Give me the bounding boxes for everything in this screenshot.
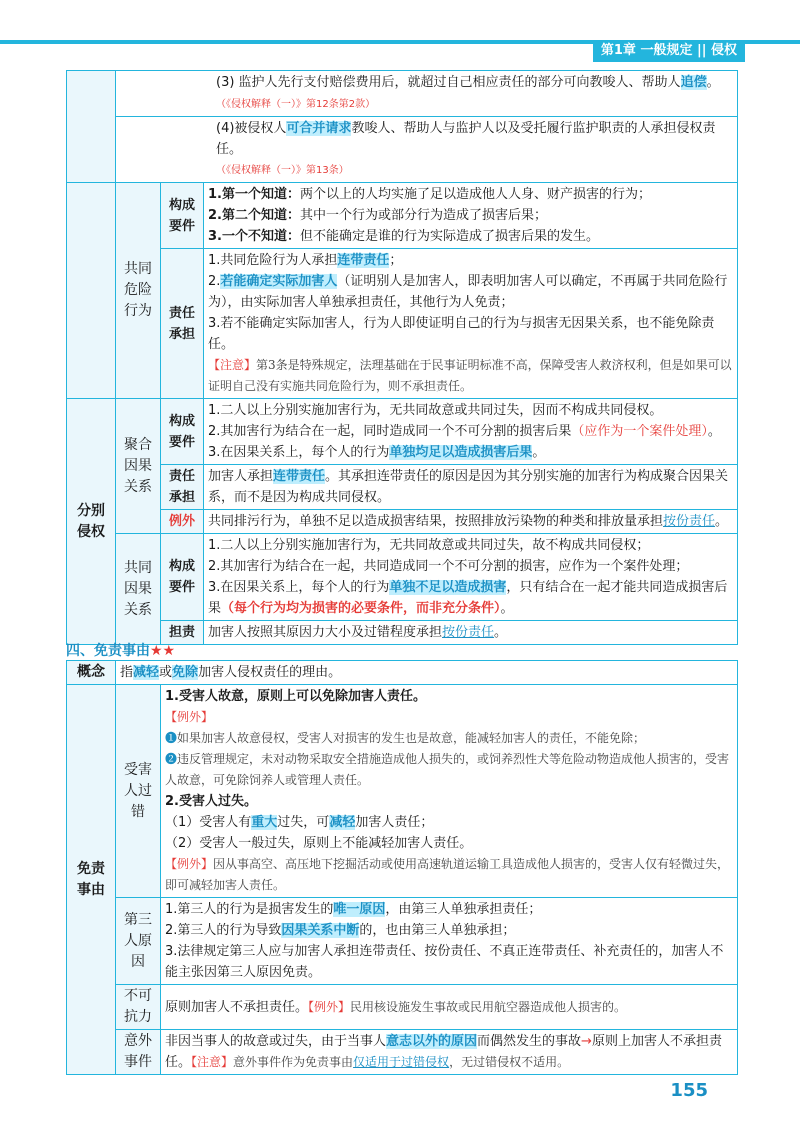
text: 1.二人以上分别实施加害行为，无共同故意或共同过失，故不构成共同侵权； (208, 538, 650, 553)
highlight: 连带责任 (337, 253, 390, 268)
note-text: 第3条是特殊规定，法理基础在于民事证明标准不高，保障受害人救济权利，但是如果可以证明自己没有实施共同危险行为，则不承担责任。 (208, 358, 732, 393)
highlight: 减轻 (329, 815, 356, 830)
text: 教唆人、帮助人与监护人以及受托履行监护职责的人承担侵权责任。 (216, 121, 716, 157)
text: 。 (494, 625, 508, 640)
table-row (67, 1030, 738, 1075)
text: （证明别人是加害人，即表明加害人可以确定，不再属于共同危险行为），由实际加害人单独承担责任，其他行为人免责； (208, 274, 728, 310)
table-row (67, 183, 738, 249)
text: 。 (706, 75, 720, 90)
text: 2.其加害行为结合在一起，同时造成同一个不可分割的损害后果 (208, 424, 572, 439)
table-row (67, 510, 738, 534)
sub-label: 构成要件 (161, 399, 204, 465)
table-row (67, 685, 738, 898)
row-label: 免责事由 (67, 685, 116, 1075)
highlight: 追偿 (680, 75, 707, 90)
text: 两个以上的人均实施了足以造成他人人身、财产损害的行为； (299, 187, 651, 202)
text: 但不能确定是谁的行为实际造成了损害后果的发生。 (299, 229, 599, 244)
text: 1.受害人故意，原则上可以免除加害人责任。 (165, 689, 426, 704)
text: 非因当事人的故意或过失，由于当事人 (165, 1034, 387, 1049)
row-label: 聚合因果关系 (116, 399, 161, 534)
red-text: （每个行为均为损害的必要条件，而非充分条件） (221, 601, 501, 616)
content-cell (116, 71, 738, 117)
text: 加害人侵权责任的理由。 (198, 665, 342, 680)
content-cell (204, 183, 738, 249)
row-label: 不可抗力 (116, 985, 161, 1030)
red-text: （应作为一个案件处理） (571, 424, 708, 439)
text: 加害人承担 (208, 469, 274, 484)
text: 意外事件作为免责事由 (233, 1055, 354, 1069)
text: 2.其加害行为结合在一起，共同造成同一个不可分割的损害，应作为一个案件处理； (208, 559, 689, 574)
text: 3.在因果关系上，每个人的行为 (208, 580, 390, 595)
content-cell (204, 465, 738, 510)
content-cell (204, 534, 738, 621)
section-title (66, 640, 175, 660)
content-cell (161, 685, 738, 898)
sub-label: 构成要件 (161, 183, 204, 249)
text: 过失，可 (277, 815, 330, 830)
text: 或 (159, 665, 173, 680)
content-cell (161, 1030, 738, 1075)
text: 。其承担连带责任的原因是因为其分别实施的加害行为构成聚合因果关系，而不是因为构成共同侵权。 (208, 469, 729, 505)
highlight: 减轻 (133, 665, 160, 680)
text: 。 (532, 445, 546, 460)
highlight: 单独均足以造成损害后果 (389, 445, 533, 460)
text: 原则上加害人不承担责任。 (165, 1034, 722, 1070)
text: （1）受害人有 (165, 815, 252, 830)
row-label: 共同因果关系 (116, 534, 161, 645)
text: 而偶然发生的事故 (477, 1034, 582, 1049)
content-cell (161, 898, 738, 985)
text: 的，也由第三人单独承担； (359, 923, 516, 938)
page-header (0, 0, 800, 60)
text: ，无过错侵权不适用。 (449, 1055, 570, 1069)
content-cell (204, 510, 738, 534)
exception-tag: 【例外】 (308, 999, 351, 1014)
sub-label: 构成要件 (161, 534, 204, 621)
highlight: 唯一原因 (333, 902, 386, 917)
text: 1.第三人的行为是损害发生的 (165, 902, 334, 917)
highlight: 若能确定实际加害人 (220, 274, 338, 289)
underline-text: 仅适用于过错侵权 (353, 1055, 450, 1069)
text: 。 (715, 514, 729, 529)
text: ，只有结合在一起才能共同造成损害后果 (208, 580, 728, 616)
underline-text: 按份责任 (442, 625, 495, 640)
text: 如果加害人故意侵权，受害人对损害的发生也是故意，能减轻加害人的责任，不能免除； (177, 731, 646, 745)
text: 指 (120, 665, 134, 680)
text: 加害人责任； (355, 815, 434, 830)
table-row (67, 249, 738, 399)
number-icon: ❶ (165, 731, 178, 745)
text: 3.在因果关系上，每个人的行为 (208, 445, 390, 460)
underline-text: 按份责任 (663, 514, 716, 529)
text: ，由第三人单独承担责任； (385, 902, 542, 917)
text: 2. (208, 274, 221, 289)
text: 。 (707, 424, 721, 439)
number-icon: ❷ (165, 752, 178, 766)
table-row (67, 117, 738, 183)
text: 原则加害人不承担责任。 (165, 999, 309, 1015)
note-tag: 【注意】 (208, 358, 257, 372)
sub-label: 担责 (161, 621, 204, 645)
highlight: 重大 (251, 815, 278, 830)
content-cell (204, 249, 738, 399)
text: 因从事高空、高压地下挖掘活动或使用高速轨道运输工具造成他人损害的，受害人仅有轻微过失，即可减轻加害人责任。 (165, 857, 730, 892)
text: ； (389, 253, 403, 268)
table-row (67, 399, 738, 465)
table-row (67, 71, 738, 117)
text: 。 (500, 601, 514, 616)
row-label: 共同危险行为 (116, 183, 161, 399)
content-cell (161, 985, 738, 1030)
sub-label: 例外 (161, 510, 204, 534)
text: 共同排污行为，单独不足以造成损害结果，按照排放污染物的种类和排放量承担 (208, 514, 664, 529)
text: （2）受害人一般过失，原则上不能减轻加害人责任。 (165, 836, 473, 851)
note-tag: 【注意】 (191, 1055, 234, 1069)
table-row (67, 534, 738, 621)
table-row (67, 661, 738, 685)
page-number: 155 (670, 1080, 708, 1101)
citation: （《侵权解释（一）》第13条） (216, 165, 349, 176)
row-label: 分别侵权 (67, 399, 116, 645)
text: 2.第三人的行为导致 (165, 923, 282, 938)
empty-cell (67, 71, 116, 183)
highlight: 因果关系中断 (281, 923, 360, 938)
arrow-icon: → (581, 1034, 592, 1049)
content-cell (204, 621, 738, 645)
sub-label: 责任承担 (161, 465, 204, 510)
table-row (67, 898, 738, 985)
exception-tag: 【例外】 (165, 710, 214, 724)
content-cell (204, 399, 738, 465)
header-tag: 第1章 一般规定 || 侵权 (593, 40, 745, 62)
text: 加害人按照其原因力大小及过错程度承担 (208, 625, 443, 640)
table-row (67, 465, 738, 510)
text: 1.二人以上分别实施加害行为，无共同故意或共同过失，因而不构成共同侵权。 (208, 403, 663, 418)
highlight: 连带责任 (273, 469, 326, 484)
liability-table (66, 70, 738, 645)
text: (3) 监护人先行支付赔偿费用后，就超过自己相应责任的部分可向教唆人、帮助人 (216, 75, 681, 90)
row-label: 第三人原因 (116, 898, 161, 985)
star-icon: ★★ (150, 643, 176, 659)
row-label: 受害人过错 (116, 685, 161, 898)
table-row (67, 985, 738, 1030)
text: 违反管理规定，未对动物采取安全措施造成他人损失的，或饲养烈性犬等危险动物造成他人损害的，受害人故意，可免除饲养人或管理人责任。 (165, 752, 730, 787)
text: 2.受害人过失。 (165, 794, 257, 809)
text: 民用核设施发生事故或民用航空器造成他人损害的。 (350, 999, 627, 1014)
section-title-text: 四、免责事由 (66, 643, 150, 659)
content-cell (116, 661, 738, 685)
empty-cell (67, 183, 116, 399)
row-label: 意外事件 (116, 1030, 161, 1075)
bold-text: 2.第二个知道： (208, 208, 300, 223)
exception-tag: 【例外】 (165, 857, 214, 871)
text: (4)被侵权人 (216, 121, 287, 136)
citation: （《侵权解释（一）》第12条第2款） (216, 99, 376, 110)
sub-label: 责任承担 (161, 249, 204, 399)
bold-text: 3.一个不知道： (208, 229, 300, 244)
text: 3.若不能确定实际加害人，行为人即使证明自己的行为与损害无因果关系，也不能免除责任。 (208, 316, 715, 352)
highlight: 可合并请求 (286, 121, 352, 136)
row-label: 概念 (67, 661, 116, 685)
exemption-table (66, 660, 738, 1075)
highlight: 免除 (172, 665, 199, 680)
highlight: 单独不足以造成损害 (389, 580, 507, 595)
text: 1.共同危险行为人承担 (208, 253, 338, 268)
highlight: 意志以外的原因 (386, 1034, 478, 1049)
text: 3.法律规定第三人应与加害人承担连带责任、按份责任、不真正连带责任、补充责任的，加害人不能主张因第三人原因免责。 (165, 944, 724, 980)
text: 其中一个行为或部分行为造成了损害后果； (299, 208, 547, 223)
content-cell (116, 117, 738, 183)
bold-text: 1.第一个知道： (208, 187, 300, 202)
